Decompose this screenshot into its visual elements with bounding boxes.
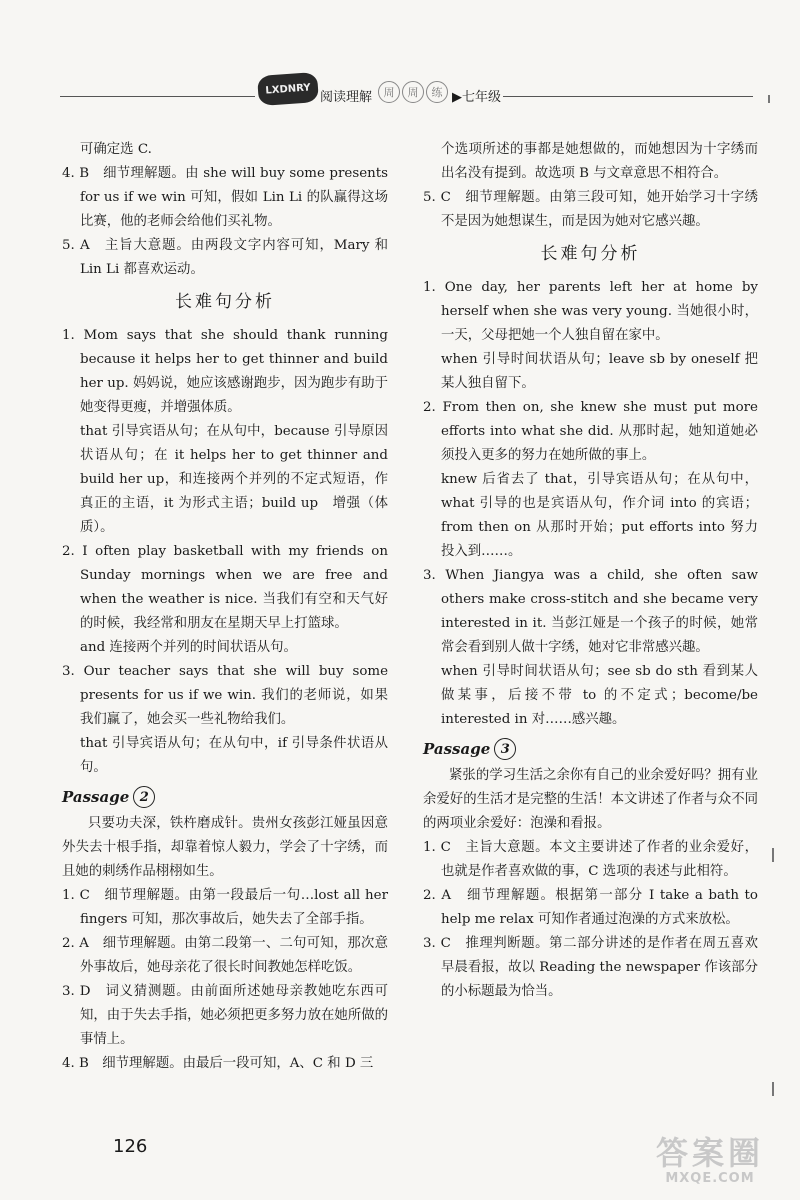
header-rule-left bbox=[60, 96, 255, 97]
answer-item: 2. From then on, she knew she must put more efforts into what she did. 从那时起，她知道她必须投入更多的努力在她所做的事上。 bbox=[423, 400, 758, 463]
margin-mark bbox=[768, 95, 770, 103]
answer-item: 1. C 细节理解题。由第一段最后一句…lost all her fingers 可知，那次事故后，她失去了全部手指。 bbox=[62, 888, 388, 927]
answer-item: 1. One day, her parents left her at home by herself when she was very young. 当她很小时，一天，父母把她一个人独自留在家中。 bbox=[423, 280, 758, 343]
passage-number: 3 bbox=[494, 738, 516, 760]
passage-heading bbox=[423, 738, 758, 760]
explanation-text: 个选项所述的事都是她想做的，而她想因为十字绣而出名没有提到。故选项 B 与文章意思不相符合。 bbox=[441, 142, 758, 181]
passage-intro: 紧张的学习生活之余你有自己的业余爱好吗？拥有业余爱好的生活才是完整的生活！本文讲述了作者与众不同的两项业余爱好：泡澡和看报。 bbox=[423, 768, 758, 831]
right-column bbox=[423, 138, 758, 1004]
answer-item: 2. I often play basketball with my friends on Sunday mornings when we are free and when the weather is nice. 当我们有空和天气好的时候，我经常和朋友在星期天早上打篮球。 bbox=[62, 544, 388, 631]
explanation-text: and 连接两个并列的时间状语从句。 bbox=[80, 640, 297, 655]
left-column bbox=[62, 138, 388, 1076]
answer-item: 2. A 细节理解题。由第二段第一、二句可知，那次意外事故后，她母亲花了很长时间教她怎样吃饭。 bbox=[62, 936, 388, 975]
header-title: 阅读理解 bbox=[320, 90, 373, 105]
answer-item: 3. When Jiangya was a child, she often saw others make cross-stitch and she became very interested in it. 当彭江娅是一个孩子的时候，她常常会看到别人做十字绣，她对它非常感兴趣。 bbox=[423, 568, 758, 655]
explanation-text: when 引导时间状语从句；leave sb by oneself 把某人独自留下。 bbox=[441, 352, 758, 391]
brand-logo bbox=[257, 72, 319, 106]
passage-number: 2 bbox=[133, 786, 155, 808]
explanation-text: 可确定选 C. bbox=[80, 142, 152, 157]
answer-item: 5. C 细节理解题。由第三段可知，她开始学习十字绣不是因为她想谋生，而是因为她对它感兴趣。 bbox=[423, 190, 758, 229]
watermark-url: MXQE.COM bbox=[665, 1171, 755, 1186]
watermark-logo: 答案圈 bbox=[655, 1134, 764, 1172]
margin-mark bbox=[772, 1082, 774, 1096]
margin-mark bbox=[772, 848, 774, 862]
explanation-text: that 引导宾语从句；在从句中，if 引导条件状语从句。 bbox=[80, 736, 388, 775]
answer-item: 2. A 细节理解题。根据第一部分 I take a bath to help me relax 可知作者通过泡澡的方式来放松。 bbox=[423, 888, 758, 927]
explanation-text: when 引导时间状语从句；see sb do sth 看到某人做某事，后接不带 to 的不定式；become/be interested in 对……感兴趣。 bbox=[441, 664, 758, 727]
page-number: 126 bbox=[113, 1136, 148, 1157]
header-rule-right bbox=[503, 96, 753, 97]
answer-item: 3. C 推理判断题。第二部分讲述的是作者在周五喜欢早晨看报，故以 Reading the newspaper 作该部分的小标题最为恰当。 bbox=[423, 936, 758, 999]
passage-heading bbox=[62, 786, 388, 808]
answer-item: 1. C 主旨大意题。本文主要讲述了作者的业余爱好，也就是作者喜欢做的事，C 选项的表述与此相符。 bbox=[423, 840, 758, 879]
answer-item: 3. Our teacher says that she will buy some presents for us if we win. 我们的老师说，如果我们赢了，她会买一些礼物给我们。 bbox=[62, 664, 388, 727]
answer-item: 4. B 细节理解题。由 she will buy some presents for us if we win 可知，假如 Lin Li 的队赢得这场比赛，他的老师会给他们买礼物。 bbox=[62, 166, 388, 229]
section-title: 长难句分析 bbox=[175, 292, 275, 312]
header-circle-char: 周 bbox=[378, 81, 400, 103]
header-grade: ▶七年级 bbox=[452, 90, 501, 105]
answer-item: 5. A 主旨大意题。由两段文字内容可知，Mary 和 Lin Li 都喜欢运动。 bbox=[62, 238, 388, 277]
explanation-text: that 引导宾语从句；在从句中，because 引导原因状语从句；在 it helps her to get thinner and build her up，和连接两个并列的不定式短语，作真正的主语，it 为形式主语；build up 增强（体质）。 bbox=[80, 424, 388, 535]
answer-item: 3. D 词义猜测题。由前面所述她母亲教她吃东西可知，由于失去手指，她必须把更多努力放在她所做的事情上。 bbox=[62, 984, 388, 1047]
explanation-text: knew 后省去了 that，引导宾语从句；在从句中，what 引导的也是宾语从句，作介词 into 的宾语；from then on 从那时开始；put efforts into 努力投入到……。 bbox=[441, 472, 758, 559]
header-circle-char: 练 bbox=[426, 81, 448, 103]
answer-item: 1. Mom says that she should thank running because it helps her to get thinner and build her up. 妈妈说，她应该感谢跑步，因为跑步有助于她变得更瘦，并增强体质。 bbox=[62, 328, 388, 415]
header-circle-char: 周 bbox=[402, 81, 424, 103]
section-title: 长难句分析 bbox=[540, 244, 641, 264]
passage-label: Passage bbox=[423, 740, 491, 758]
page-header bbox=[60, 72, 750, 112]
brand-logo-text: LXDNRY bbox=[265, 81, 311, 97]
site-watermark bbox=[635, 1135, 785, 1193]
passage-label: Passage bbox=[62, 788, 130, 806]
passage-intro: 只要功夫深，铁杵磨成针。贵州女孩彭江娅虽因意外失去十根手指，却靠着惊人毅力，学会了十字绣，而且她的刺绣作品栩栩如生。 bbox=[62, 816, 388, 879]
answer-item: 4. B 细节理解题。由最后一段可知，A、C 和 D 三 bbox=[62, 1056, 374, 1071]
